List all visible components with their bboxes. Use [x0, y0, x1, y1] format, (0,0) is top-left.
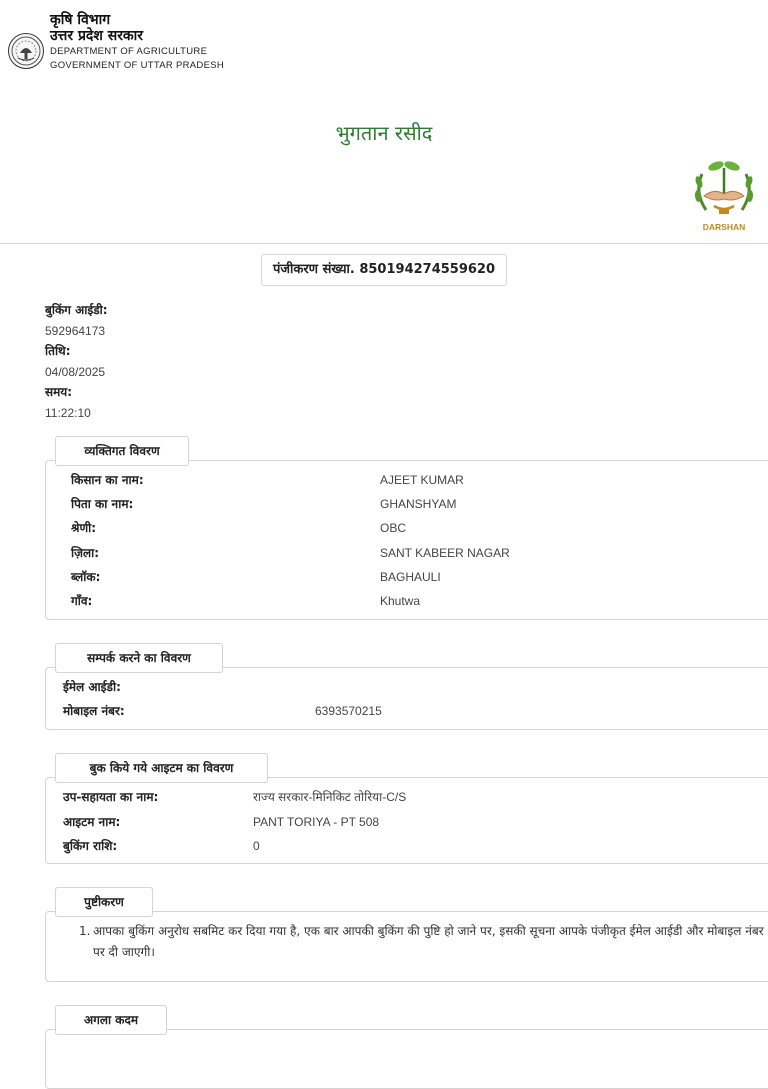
- next-step-box: [45, 1029, 768, 1089]
- father-name-value: GHANSHYAM: [380, 497, 457, 511]
- registration-number: पंजीकरण संख्या. 850194274559620: [261, 254, 507, 286]
- dept-hindi-line-2: उत्तर प्रदेश सरकार: [50, 28, 144, 44]
- next-step-legend: अगला कदम: [55, 1005, 167, 1035]
- personal-details-legend: व्यक्तिगत विवरण: [55, 436, 189, 466]
- mobile-value: 6393570215: [315, 704, 382, 718]
- booking-amount-value: 0: [253, 839, 260, 853]
- booked-items-legend: बुक किये गये आइटम का विवरण: [55, 753, 268, 783]
- block-value: BAGHAULI: [380, 570, 441, 584]
- item-name-label: आइटम नाम:: [63, 815, 121, 829]
- dept-hindi-line-1: कृषि विभाग: [50, 12, 111, 28]
- booking-amount-label: बुकिंग राशि:: [63, 839, 118, 853]
- mobile-label: मोबाइल नंबर:: [63, 704, 125, 718]
- booking-id-value: 592964173: [45, 323, 106, 338]
- date-label: तिथि:: [45, 344, 71, 358]
- note-number: 1.: [79, 924, 91, 938]
- email-label: ईमेल आईडी:: [63, 680, 121, 694]
- booking-meta: [45, 300, 108, 423]
- date-value: 04/08/2025: [45, 364, 106, 379]
- farmer-name-label: किसान का नाम:: [71, 473, 144, 487]
- confirmation-legend: पुष्टीकरण: [55, 887, 153, 917]
- booking-id-label: बुकिंग आईडी:: [45, 303, 108, 317]
- dept-english-line-2: GOVERNMENT OF UTTAR PRADESH: [50, 60, 225, 71]
- farmer-name-value: AJEET KUMAR: [380, 473, 464, 487]
- confirmation-text: आपका बुकिंग अनुरोध सबमिट कर दिया गया है, एक बार आपकी बुकिंग की पुष्टि हो जाने पर, इसकी सूचना आपके पंजीकृत ईमेल आईडी और मोबाइल नंबर पर दी जाएगी।: [93, 924, 764, 959]
- page-title: भुगतान रसीद: [335, 121, 433, 145]
- district-label: ज़िला:: [71, 546, 100, 560]
- contact-details-box: [45, 667, 768, 730]
- contact-details-legend: सम्पर्क करने का विवरण: [55, 643, 223, 673]
- department-name: [50, 12, 224, 73]
- category-value: OBC: [380, 521, 407, 535]
- item-name-value: PANT TORIYA - PT 508: [253, 815, 380, 829]
- village-label: गाँव:: [71, 594, 93, 608]
- district-value: SANT KABEER NAGAR: [380, 546, 510, 560]
- time-value: 11:22:10: [45, 405, 91, 420]
- village-value: Khutwa: [380, 594, 421, 608]
- subsidy-name-label: उप-सहायता का नाम:: [63, 790, 159, 804]
- page-header: [0, 0, 768, 244]
- time-label: समय:: [45, 385, 73, 399]
- dept-english-line-1: DEPARTMENT OF AGRICULTURE: [50, 46, 208, 57]
- father-name-label: पिता का नाम:: [71, 497, 134, 511]
- block-label: ब्लॉक:: [71, 570, 101, 584]
- state-emblem-icon: [8, 33, 44, 69]
- confirmation-note: [79, 921, 768, 963]
- darshan-portal-logo: [688, 152, 760, 236]
- plant-handshake-icon: [688, 152, 760, 224]
- category-label: श्रेणी:: [71, 521, 97, 535]
- logo-text: DARSHAN: [702, 222, 746, 232]
- header-divider: [0, 243, 768, 244]
- subsidy-name-value: राज्य सरकार-मिनिकिट तोरिया-C/S: [253, 790, 407, 804]
